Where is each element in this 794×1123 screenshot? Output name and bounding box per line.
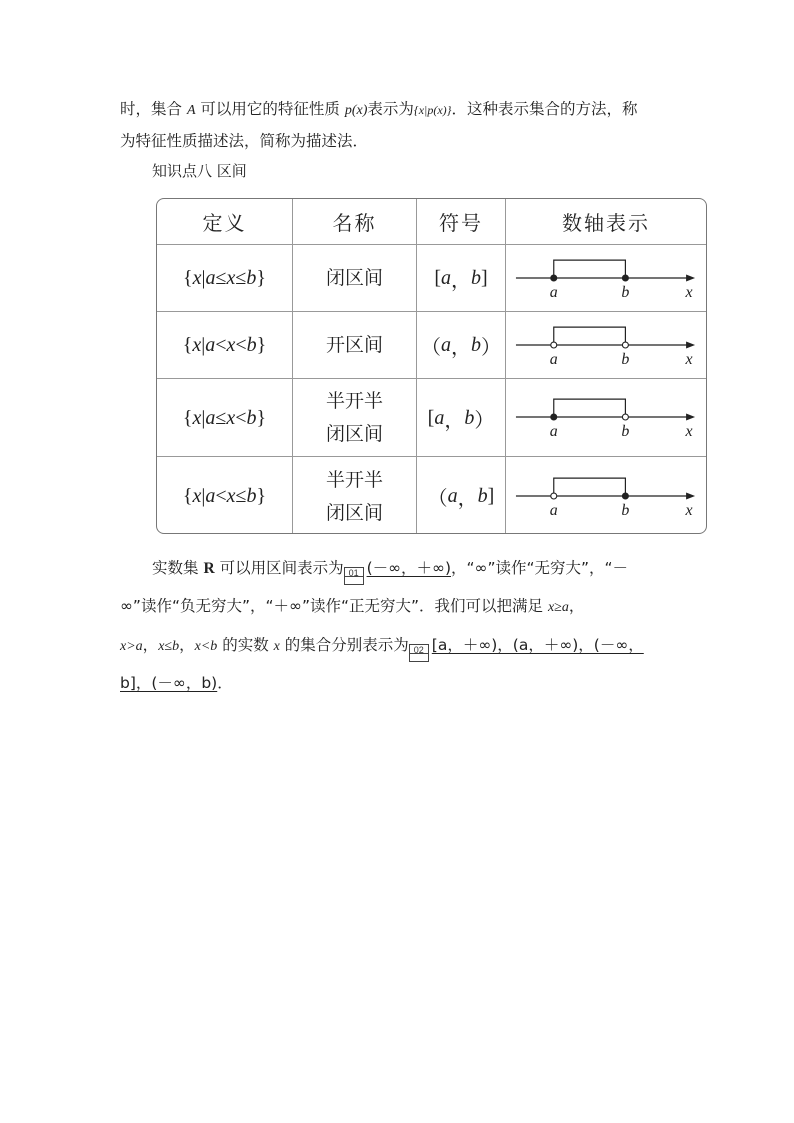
symbol-cell: [ a ， b ） xyxy=(416,379,505,457)
table-row xyxy=(157,311,706,379)
after-line-2: ∞”读作“负无穷大”，“＋∞”读作“正无穷大”．我们可以把满足 x≥a， xyxy=(120,597,585,615)
axis-arrow xyxy=(686,414,695,421)
number-line-cell xyxy=(505,312,706,379)
name-cell: 开区间 xyxy=(292,312,416,379)
label-a: a xyxy=(549,422,558,440)
label-a: a xyxy=(549,283,558,301)
name-cell: 半开半 闭区间 xyxy=(292,457,416,534)
after-line-1: 实数集 R 可以用区间表示为 01 (－∞，＋∞)，“∞”读作“无穷大”，“－ xyxy=(152,556,794,585)
interval-bracket xyxy=(554,260,626,278)
interval-bracket xyxy=(554,327,626,345)
label-b: b xyxy=(621,501,630,519)
interval-bracket xyxy=(554,399,626,417)
property-p: p(x) xyxy=(344,103,368,118)
answer-2-part-1: [a，＋∞)，(a，＋∞)，(－∞， xyxy=(431,636,644,654)
set-builder: {x|p(x)} xyxy=(413,103,452,117)
label-x: x xyxy=(685,501,693,519)
table-row xyxy=(157,456,706,534)
answer-blank-tag: 01 xyxy=(344,567,364,585)
intro-line-2: 为特征性质描述法，简称为描述法． xyxy=(120,132,369,150)
label-x: x xyxy=(685,350,693,368)
number-line xyxy=(506,385,706,451)
label-a: a xyxy=(549,350,558,368)
name-cell: 闭区间 xyxy=(292,245,416,312)
open-endpoint-a xyxy=(551,493,557,499)
intro-line-1: 时，集合 A 可以用它的特征性质 p(x)表示为{x|p(x)}．这种表示集合的方法，称 xyxy=(120,100,638,118)
open-endpoint-a xyxy=(551,342,557,348)
symbol-cell: [ a ， b ] xyxy=(416,245,505,312)
definition-cell: { x | a ≤ x ≤ b } xyxy=(183,267,266,289)
number-line xyxy=(506,464,706,530)
answer-blank-tag: 02 xyxy=(409,644,429,662)
header-name: 名称 xyxy=(292,199,416,244)
number-line-cell xyxy=(505,245,706,312)
answer-2-part-2: b]，(－∞，b) xyxy=(120,674,218,692)
number-line xyxy=(506,313,706,379)
axis-arrow xyxy=(686,274,695,281)
section-title: 知识点八 区间 xyxy=(152,162,247,180)
label-x: x xyxy=(685,422,693,440)
label-b: b xyxy=(621,350,630,368)
closed-endpoint-b xyxy=(622,275,628,281)
after-line-3: x>a，x≤b，x<b 的实数 x 的集合分别表示为 02 [a，＋∞)，(a，＋∞)，(－∞， xyxy=(120,633,794,662)
label-b: b xyxy=(621,283,630,301)
definition-cell: { x | a < x < b } xyxy=(182,334,267,356)
table-row xyxy=(157,378,706,457)
after-line-4: b]，(－∞，b)． xyxy=(120,674,233,692)
label-b: b xyxy=(621,422,630,440)
number-line-cell xyxy=(505,457,706,534)
header-definition: 定义 xyxy=(202,211,247,235)
interval-bracket xyxy=(554,478,626,496)
header-number-line: 数轴表示 xyxy=(505,199,706,244)
open-endpoint-b xyxy=(622,342,628,348)
axis-arrow xyxy=(686,492,695,499)
label-a: a xyxy=(549,501,558,519)
axis-arrow xyxy=(686,341,695,348)
symbol-cell: （ a ， b ） xyxy=(416,312,505,379)
interval-table xyxy=(156,198,707,534)
header-symbol: 符号 xyxy=(416,199,505,244)
definition-cell: { x | a < x ≤ b } xyxy=(182,485,267,507)
closed-endpoint-a xyxy=(551,275,557,281)
symbol-cell: （ a ， b ] xyxy=(416,457,505,534)
answer-1: (－∞，＋∞) xyxy=(366,559,451,577)
closed-endpoint-a xyxy=(551,414,557,420)
table-row xyxy=(157,244,706,312)
closed-endpoint-b xyxy=(622,493,628,499)
real-set-R: R xyxy=(203,560,215,577)
set-A: A xyxy=(186,103,196,118)
open-endpoint-b xyxy=(622,414,628,420)
number-line-cell xyxy=(505,379,706,457)
table-header-row xyxy=(157,199,706,244)
number-line xyxy=(506,246,706,312)
label-x: x xyxy=(685,283,693,301)
name-cell: 半开半 闭区间 xyxy=(292,379,416,457)
definition-cell: { x | a ≤ x < b } xyxy=(182,406,267,429)
